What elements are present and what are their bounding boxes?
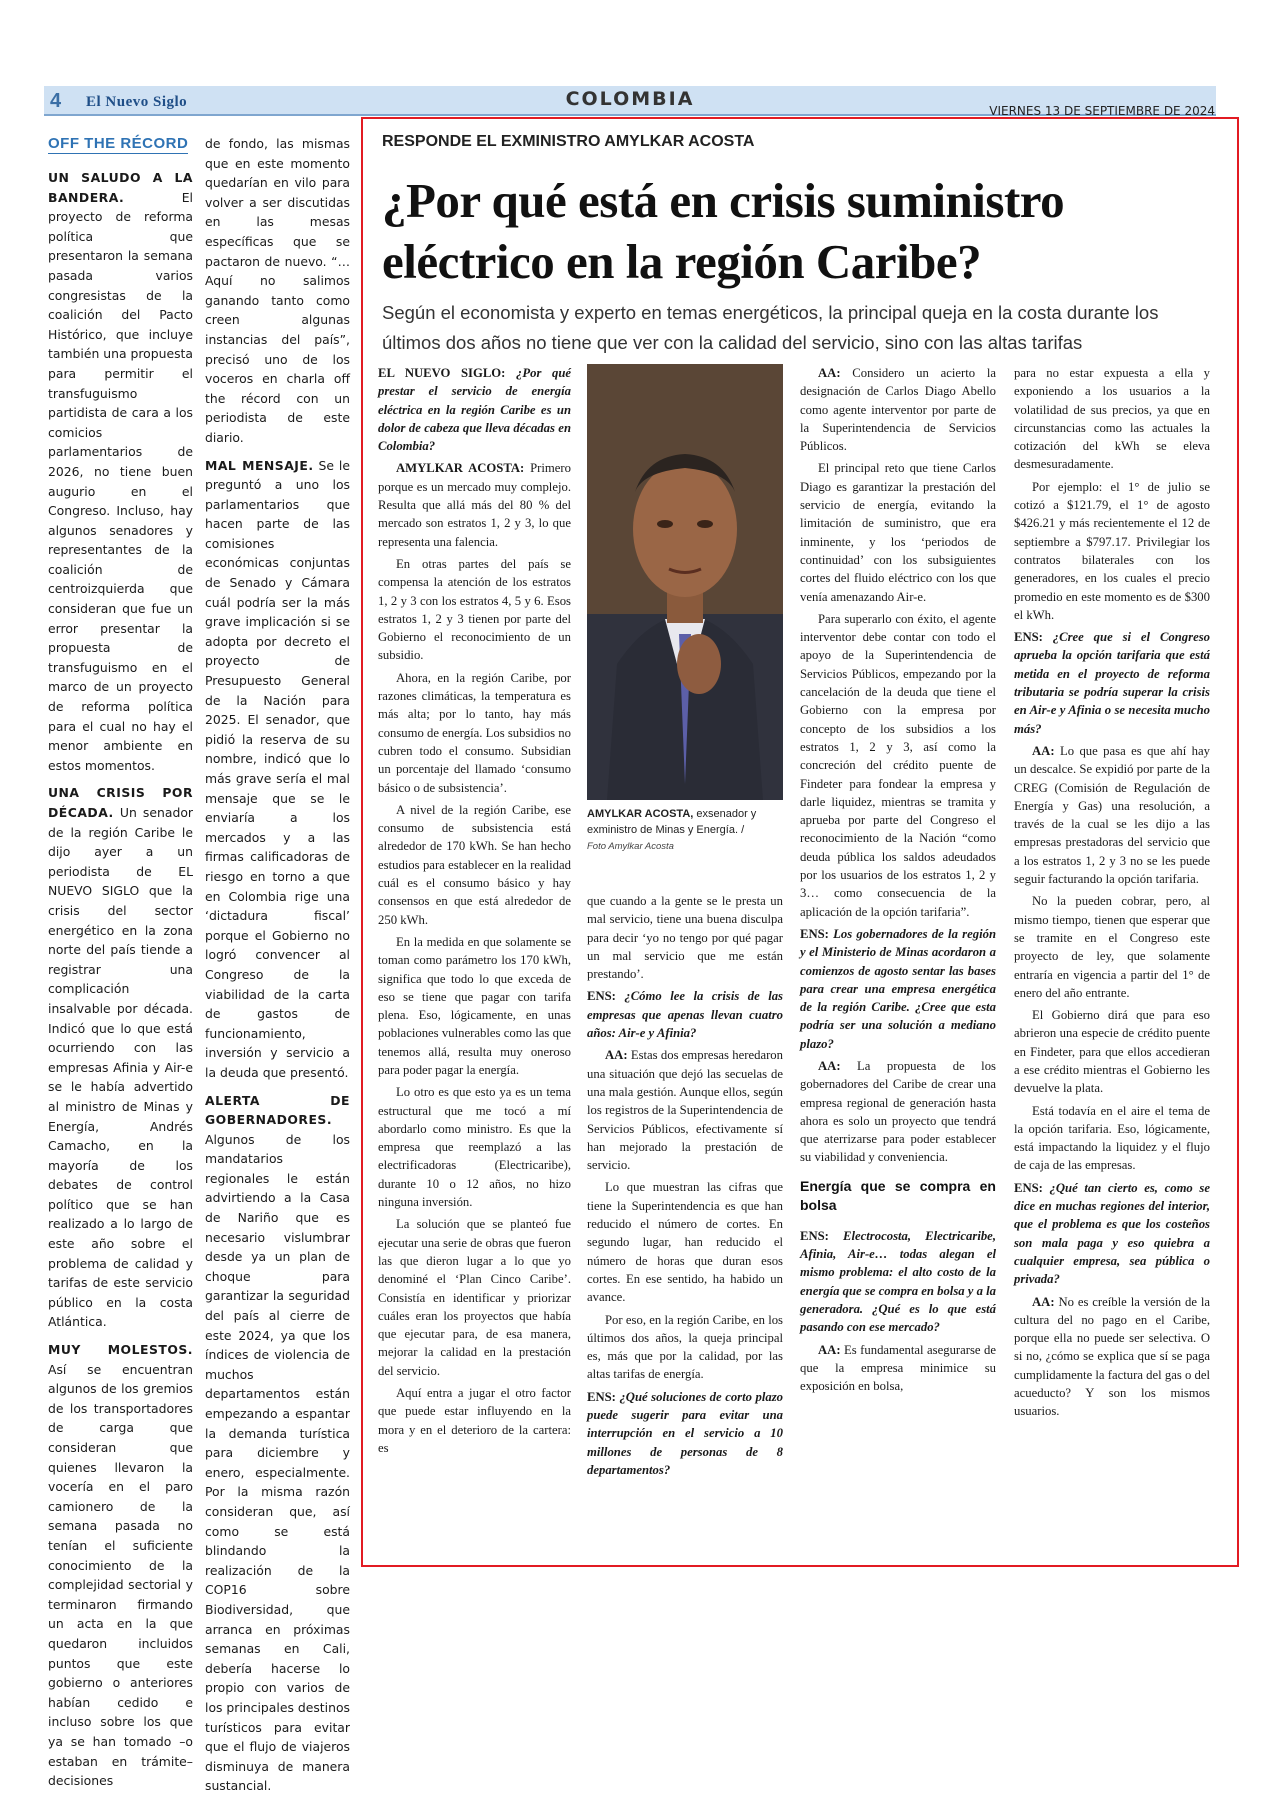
- paragraph-text: En otras partes del país se compensa la atención de los estratos 1, 2 y 3 con los estratos 4, 5 y 6. Esos estratos 1, 2 y 3 tienen por parte del Gobierno el reconocimiento de un subsidio.: [378, 556, 571, 663]
- photo-caption: [587, 806, 783, 855]
- paragraph-text: ¿Qué tan cierto es, como se dice en muchas regiones del interior, que el problema es que los costeños son mala paga y eso quiebra a cualquier empresa, sea pública o privada?: [1014, 1180, 1210, 1287]
- paragraph-text: Aquí entra a jugar el otro factor que puede estar influyendo en la mora y en el deterioro de la cartera: es: [378, 1386, 571, 1455]
- interview-answer: [800, 459, 996, 605]
- paragraph-text: para no estar expuesta a ella y exponiendo a los usuarios a la volatilidad de sus precios, ya que en circunstancias como las actuales la cotización del kWh se eleva desmesuradamente.: [1014, 366, 1210, 472]
- article-column-4: [1014, 364, 1210, 1425]
- speaker-label: AA:: [818, 1342, 841, 1357]
- article-column-1: [378, 364, 571, 1461]
- paragraph-text: Para superarlo con éxito, el agente interventor debe contar con todo el apoyo de la Superintendencia de Servicios Públicos, empezando por la cancelación de la deuda que tiene el Gobierno con la empresa por concepto de los subsidios a los estratos 1, 2 y 3, así como la concreción del crédito puente de Findeter para fondear la empresa y darle liquidez, mientras se tramita y aprueba por parte del Congreso el reconocimiento de la Nación “como deuda pública los saldos adeudados por los usuarios de los estratos 1, 2 y 3… como consecuencia de la aplicación de la opción tarifaria”.: [800, 611, 996, 919]
- interview-question: [378, 364, 571, 455]
- sidebar-item-text: Algunos de los mandatarios regionales le están advirtiendo a la Casa de Nariño que es necesario vislumbrar desde ya un plan de choque para garantizar la seguridad del país al cierre de este 2024, ya que los índices de violencia de muchos departamentos están empezando a espantar la demanda turística para diciembre y enero, especialmente. Por la misma razón consideran que, así como se está blindando la realización de la COP16 sobre Biodiversidad, que arranca en próximas semanas en Cali, debería hacerse lo propio con varios de los principales destinos turísticos para evitar que el flujo de viajeros disminuya de manera sustancial.: [205, 1131, 350, 1794]
- speaker-label: AMYLKAR ACOSTA:: [396, 461, 525, 476]
- interview-answer: [587, 1311, 783, 1384]
- sidebar-item: [205, 134, 350, 448]
- sidebar-item: [48, 168, 193, 775]
- paragraph-text: El principal reto que tiene Carlos Diago es garantizar la prestación del servicio de energía, evitando la limitación de suministro, que era inminente, y los ‘periodos de continuidad’ con los subsiguientes cortes del fluido eléctrico con los que venía amenazando Air-e.: [800, 461, 996, 604]
- article-column-3: [800, 364, 996, 1399]
- interview-answer: [800, 1057, 996, 1167]
- sidebar-item-text: Así se encuentran algunos de los gremios de los transportadores de carga que consideran que quienes llevaron la vocería en el paro camionero de la semana pasada no tenían el suficiente conocimiento de la complejidad sectorial y terminaron firmando un acta en la que quedaron incluidos puntos que este gobierno o anteriores habían cedido e incluso sobre los que ya se han tomado –o estaban en trámite– decisiones: [48, 1361, 193, 1789]
- sidebar-item-text: Se le preguntó a uno los parlamentarios que hacen parte de las comisiones económicas conjuntas de Senado y Cámara cuál podría ser la más grave implicación si se adopta por decreto el proyecto de Presupuesto General de la Nación para 2025. El senador, que pidió la reserva de su nombre, indicó que lo más grave sería el mal mensaje que se le enviaría a los mercados y a las firmas calificadoras de riesgo en torno a que en Colombia rige una ‘dictadura fiscal’ porque el Gobierno no logró convencer al Congreso de la viabilidad de la carta de gastos de funcionamiento, inversión y servicio a la deuda que presentó.: [205, 457, 350, 1080]
- speaker-label: ENS:: [800, 926, 829, 941]
- paragraph-text: Por ejemplo: el 1° de julio se cotizó a $121.79, el 1° de agosto $426.21 y más recientemente el 12 de septiembre a $797.17. Privilegiar los contratos bilaterales con los generadores, en los cuales el precio promedio en este momento es de $300 el kWh.: [1014, 479, 1210, 622]
- article-headline: ¿Por qué está en crisis suministro eléctrico en la región Caribe?: [382, 173, 1065, 289]
- sidebar-item-text: El proyecto de reforma política que presentaron la semana pasada varios congresistas de la coalición del Pacto Histórico, que incluye también una propuesta para permitir el transfuguismo partidista de cara a los comicios parlamentarios de 2026, no tiene buen augurio en el Congreso. Incluso, hay algunos senadores y representantes de la coalición de centroizquierda que consideran que fue un error presentar la propuesta de transfuguismo en el marco de un proyecto de reforma política para el cual no hay el menor ambiente en estos momentos.: [48, 189, 193, 773]
- interview-answer: [1014, 478, 1210, 624]
- paragraph-text: En la medida en que solamente se toman como parámetro los 170 kWh, significa que todo lo que exceda de eso se tiene que pagar con tarifa plena. Eso, lógicamente, en unas poblaciones vulnerables como las que tenemos allá, resulta muy oneroso para poder pagar la energía.: [378, 934, 571, 1077]
- paragraph-text: No es creíble la versión de la cultura del no pago en el Caribe, porque ella no puede ser selectiva. O si no, ¿cómo se explica que sí se paga cumplidamente la factura del gas o del acueducto? Y son los mismos usuarios.: [1014, 1294, 1210, 1419]
- issue-date: VIERNES 13 DE SEPTIEMBRE DE 2024: [989, 104, 1215, 118]
- speaker-label: ENS:: [587, 989, 616, 1004]
- paragraph-text: Ahora, en la región Caribe, por razones climáticas, la temperatura es más alta; por lo tanto, hay más consumo de energía. Los subsidios no cubren todo el consumo. Subsidian un porcentaje del llamado ‘consumo básico o de subsistencia’.: [378, 670, 571, 795]
- sidebar-item: [48, 1340, 193, 1791]
- caption-text: exsenador y exministro de Minas y Energía. /: [587, 808, 757, 836]
- interview-answer: [378, 669, 571, 797]
- page-number: 4: [50, 90, 62, 112]
- sidebar-item-lead: MUY MOLESTOS.: [48, 1342, 193, 1358]
- interview-answer: [800, 610, 996, 921]
- interview-question: [587, 987, 783, 1042]
- sidebar-column-2: [205, 134, 350, 1804]
- photo-credit: Foto Amylkar Acosta: [587, 841, 674, 852]
- paragraph-text: ¿Cree que si el Congreso aprueba la opción tarifaria que está metida en el proyecto de reforma tributaria se podría superar la crisis en Air-e y Afinia o se necesita mucho más?: [1014, 630, 1210, 736]
- interview-answer: [1014, 1102, 1210, 1175]
- article-kicker: RESPONDE EL EXMINISTRO AMYLKAR ACOSTA: [382, 133, 755, 150]
- sidebar-item: [205, 1091, 350, 1796]
- paragraph-text: ¿Qué soluciones de corto plazo puede sugerir para evitar una interrupción en el servicio a 10 millones de personas de 8 departamentos?: [587, 1389, 783, 1477]
- interview-question: [1014, 628, 1210, 738]
- paragraph-text: Considero un acierto la designación de Carlos Diago Abello como agente interventor por parte de la Superintendencia de Servicios Públicos.: [800, 366, 996, 454]
- interview-answer: [378, 801, 571, 929]
- paragraph-text: Primero porque es un mercado muy complejo. Resulta que allá más del 80 % del mercado son estratos 1, 2 y 3, lo que representa una falencia.: [378, 461, 571, 549]
- speaker-label: AA:: [1032, 743, 1055, 758]
- paragraph-text: Lo otro es que esto ya es un tema estructural que me tocó a mí abordarlo como ministro. Es que la empresa que reemplazó a las electrificadoras (Electricaribe), durante 10 o 12 años, no hizo ninguna inversión.: [378, 1085, 571, 1210]
- paragraph-text: Es fundamental asegurarse de que la empresa minimice su exposición en bolsa,: [800, 1342, 996, 1394]
- interview-answer: [800, 1341, 996, 1396]
- paragraph-text: que cuando a la gente se le presta un mal servicio, tiene una buena disculpa para decir ‘yo no tengo por qué pagar un mal servicio que me están prestando’.: [587, 894, 783, 982]
- paragraph-text: Está todavía en el aire el tema de la opción tarifaria. Eso, lógicamente, está impactando la liquidez y el flujo de caja de las empresas.: [1014, 1103, 1210, 1173]
- interview-answer: [378, 1215, 571, 1380]
- sidebar-item-lead: ALERTA DE GOBERNADORES.: [205, 1092, 350, 1128]
- paragraph-text: Los gobernadores de la región y el Ministerio de Minas acordaron a comienzos de agosto sentar las bases para crear una empresa energética de la región Caribe. ¿Cree que esta podría ser una solución a mediano plazo?: [800, 926, 996, 1051]
- interview-answer: [1014, 1293, 1210, 1421]
- paragraph-text: La propuesta de los gobernadores del Caribe de crear una empresa regional de generación hasta ahora es solo un proyecto que tendrá que aterrizarse para poder establecer su viabilidad y conveniencia.: [800, 1058, 996, 1165]
- portrait-photo: [587, 364, 783, 800]
- interview-answer: [587, 892, 783, 983]
- paragraph-text: Por eso, en la región Caribe, en los últimos dos años, la queja principal es, más que por la calidad, por las altas tarifas de energía.: [587, 1312, 783, 1382]
- sidebar-item-lead: MAL MENSAJE.: [205, 457, 314, 473]
- article-deck: Según el economista y experto en temas energéticos, la principal queja en la costa durante los últimos dos años no tiene que ver con la calidad del servicio, sino con las altas tarifas: [382, 302, 1159, 353]
- interview-question: [587, 1388, 783, 1479]
- paragraph-text: Estas dos empresas heredaron una situación que dejó las secuelas de una mala gestión. Aunque ellos, según los registros de la Superintendencia de Servicios Públicos, efectivamente sí han mejorado la prestación de servicio.: [587, 1048, 783, 1173]
- paragraph-text: A nivel de la región Caribe, ese consumo de subsistencia está alrededor de 170 kWh. Se han hecho estudios para establecer en la realidad cuál es el consumo básico y hay consensos en que está alrededor de 250 kWh.: [378, 802, 571, 927]
- sidebar-title: OFF THE RÉCORD: [48, 135, 189, 152]
- interview-answer: [800, 364, 996, 455]
- interview-question: [1014, 1179, 1210, 1289]
- interview-answer: [1014, 892, 1210, 1002]
- interview-answer: [378, 555, 571, 665]
- speaker-label: AA:: [1032, 1294, 1055, 1309]
- interview-answer: [1014, 1006, 1210, 1097]
- interview-answer: [378, 1384, 571, 1457]
- speaker-label: ENS:: [587, 1389, 616, 1404]
- caption-name: AMYLKAR ACOSTA,: [587, 808, 694, 820]
- article-column-2: [587, 892, 783, 1483]
- speaker-label: AA:: [818, 1058, 841, 1073]
- speaker-label: AA:: [818, 366, 841, 380]
- speaker-label: ENS:: [1014, 630, 1043, 645]
- interview-answer: [587, 1178, 783, 1306]
- interview-answer: [378, 1083, 571, 1211]
- paragraph-text: Lo que muestran las cifras que tiene la Superintendencia es que han reducido el número de cortes. En segundo lugar, han reducido el número de horas que duran esos cortes. En ese sentido, ha habido un avance.: [587, 1180, 783, 1305]
- sidebar-item-text: de fondo, las mismas que en este momento quedarían en vilo para volver a ser discutidas en las mesas específicas que se pactaron de nuevo. “… Aquí no salimos ganando tanto como creen algunas instancias del país”, precisó uno de los voceros en charla off the récord con un periodista de este diario.: [205, 136, 350, 445]
- paragraph-text: La solución que se planteó fue ejecutar una serie de obras que fueron las que dieron lugar a lo que yo denominé el ‘Plan Cinco Caribe’. Consistía en identificar y priorizar cuáles eran los proyectos que había que ejecutar para, de esa manera, mejorar la calidad en la prestación del servicio.: [378, 1217, 571, 1378]
- sidebar-item-lead: UNA CRISIS POR DÉCADA.: [48, 785, 193, 820]
- sidebar-column-1: [48, 134, 193, 1799]
- interview-answer: [378, 933, 571, 1079]
- paragraph-text: ¿Cómo lee la crisis de las empresas que apenas llevan cuatro años: Air-e y Afinia?: [587, 989, 783, 1041]
- speaker-label: AA:: [605, 1048, 628, 1063]
- newspaper-name: El Nuevo Siglo: [86, 94, 188, 110]
- paragraph-text: El Gobierno dirá que para eso abrieron una especie de crédito puente en Findeter, para que ellos accedieran a ese crédito mientras el Gobierno les devuelve la plata.: [1014, 1008, 1210, 1096]
- sidebar-item: [48, 783, 193, 1332]
- sidebar-item-text: Un senador de la región Caribe le dijo ayer a un periodista de EL NUEVO SIGLO que la crisis del sector energético en la zona norte del país tiende a registrar una complicación insalvable por década. Indicó que lo que está ocurriendo con las empresas Afinia y Air-e se le había advertido al ministro de Minas y Energía, Andrés Camacho, en la mayoría de los debates de control político que se han realizado a lo largo de este año sobre el problema de calidad y tarifas de este servicio público en la costa Atlántica.: [48, 805, 193, 1330]
- sidebar-item: [205, 456, 350, 1083]
- sidebar-item-lead: UN SALUDO A LA BANDERA.: [48, 170, 193, 205]
- paragraph-text: Lo que pasa es que ahí hay un descalce. Se expidió por parte de la CREG (Comisión de Regulación de Energía y Gas) una resolución, a través de la cual se les dijo a las empresas prestadoras del servicio que a los estratos 1, 2 y 3 no se les puede seguir facturando la opción tarifaria.: [1014, 743, 1210, 887]
- paragraph-text: No la pueden cobrar, pero, al mismo tiempo, tienen que esperar que se tramite en el Congreso este proyecto de ley, que solamente entraría en vigencia a partir del 1° de enero del año entrante.: [1014, 894, 1210, 1000]
- speaker-label: ENS:: [1014, 1180, 1043, 1195]
- speaker-label: EL NUEVO SIGLO:: [378, 366, 506, 380]
- interview-question: [800, 925, 996, 1053]
- interview-answer: [1014, 742, 1210, 888]
- interview-answer: [587, 1046, 783, 1174]
- article-subhead: Energía que se compra en bolsa: [800, 1177, 996, 1213]
- interview-answer: [378, 459, 571, 550]
- speaker-label: ENS:: [800, 1228, 829, 1243]
- interview-question: [800, 1227, 996, 1337]
- paragraph-text: ¿Por qué prestar el servicio de energía eléctrica en la región Caribe es un dolor de cabeza que lleva décadas en Colombia?: [378, 366, 571, 454]
- paragraph-text: Electrocosta, Electricaribe, Afinia, Air-e… todas alegan el mismo problema: el alto costo de la energía que se compra en bolsa y a la generadora. ¿Qué es lo que está pasando con ese mercado?: [800, 1228, 996, 1335]
- section-title: COLOMBIA: [565, 88, 695, 110]
- interview-answer: [1014, 364, 1210, 474]
